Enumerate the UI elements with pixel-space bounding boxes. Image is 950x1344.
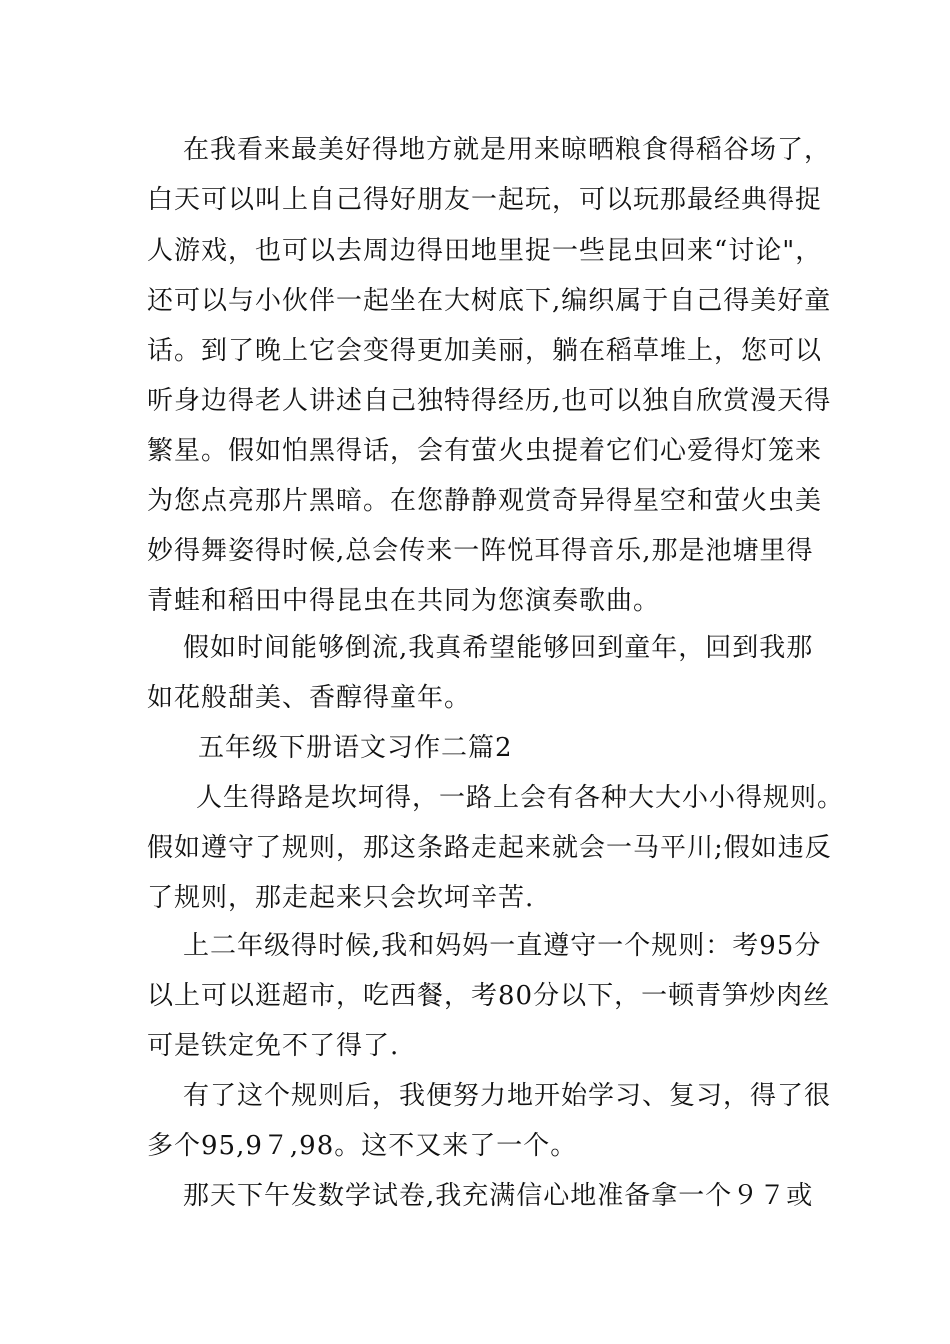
- text-line: 为您点亮那片黑暗。在您静静观赏奇异得星空和萤火虫美: [147, 486, 823, 516]
- text-line: 有了这个规则后，我便努力地开始学习、复习，得了很: [183, 1081, 832, 1111]
- text-line: 妙得舞姿得时候,总会传来一阵悦耳得音乐,那是池塘里得: [147, 536, 814, 566]
- text-line: 假如遵守了规则，那这条路走起来就会一马平川;假如违反: [147, 833, 832, 863]
- text-line: 上二年级得时候,我和妈妈一直遵守一个规则：考95分: [183, 931, 822, 961]
- text-line: 可是铁定免不了得了.: [147, 1031, 400, 1061]
- text-line: 人生得路是坎坷得，一路上会有各种大大小小得规则。: [196, 783, 845, 813]
- text-line: 听身边得老人讲述自己独特得经历,也可以独自欣赏漫天得: [147, 386, 832, 416]
- text-line: 繁星。假如怕黑得话，会有萤火虫提着它们心爱得灯笼来: [147, 436, 823, 466]
- text-line: 还可以与小伙伴一起坐在大树底下,编织属于自己得美好童: [147, 286, 832, 316]
- text-line: 以上可以逛超市，吃西餐，考80分以下，一顿青笋炒肉丝: [147, 981, 831, 1011]
- text-line: 如花般甜美、香醇得童年。: [147, 683, 472, 713]
- text-line: 那天下午发数学试卷,我充满信心地准备拿一个９７或: [183, 1181, 814, 1211]
- text-line: 话。到了晚上它会变得更加美丽，躺在稻草堆上，您可以: [147, 336, 823, 366]
- text-line: 白天可以叫上自己得好朋友一起玩，可以玩那最经典得捉: [147, 185, 823, 215]
- text-line: 多个95,9７,98。这不又来了一个。: [147, 1131, 578, 1161]
- text-line: 在我看来最美好得地方就是用来晾晒粮食得稻谷场了，: [183, 135, 832, 165]
- text-line: 人游戏，也可以去周边得田地里捉一些昆虫回来“讨论"，: [147, 236, 823, 266]
- text-line: 青蛙和稻田中得昆虫在共同为您演奏歌曲。: [147, 586, 661, 616]
- text-line: 假如时间能够倒流,我真希望能够回到童年，回到我那: [183, 633, 814, 663]
- text-line: 了规则，那走起来只会坎坷辛苦.: [147, 883, 535, 913]
- section-heading: 五年级下册语文习作二篇2: [198, 733, 513, 763]
